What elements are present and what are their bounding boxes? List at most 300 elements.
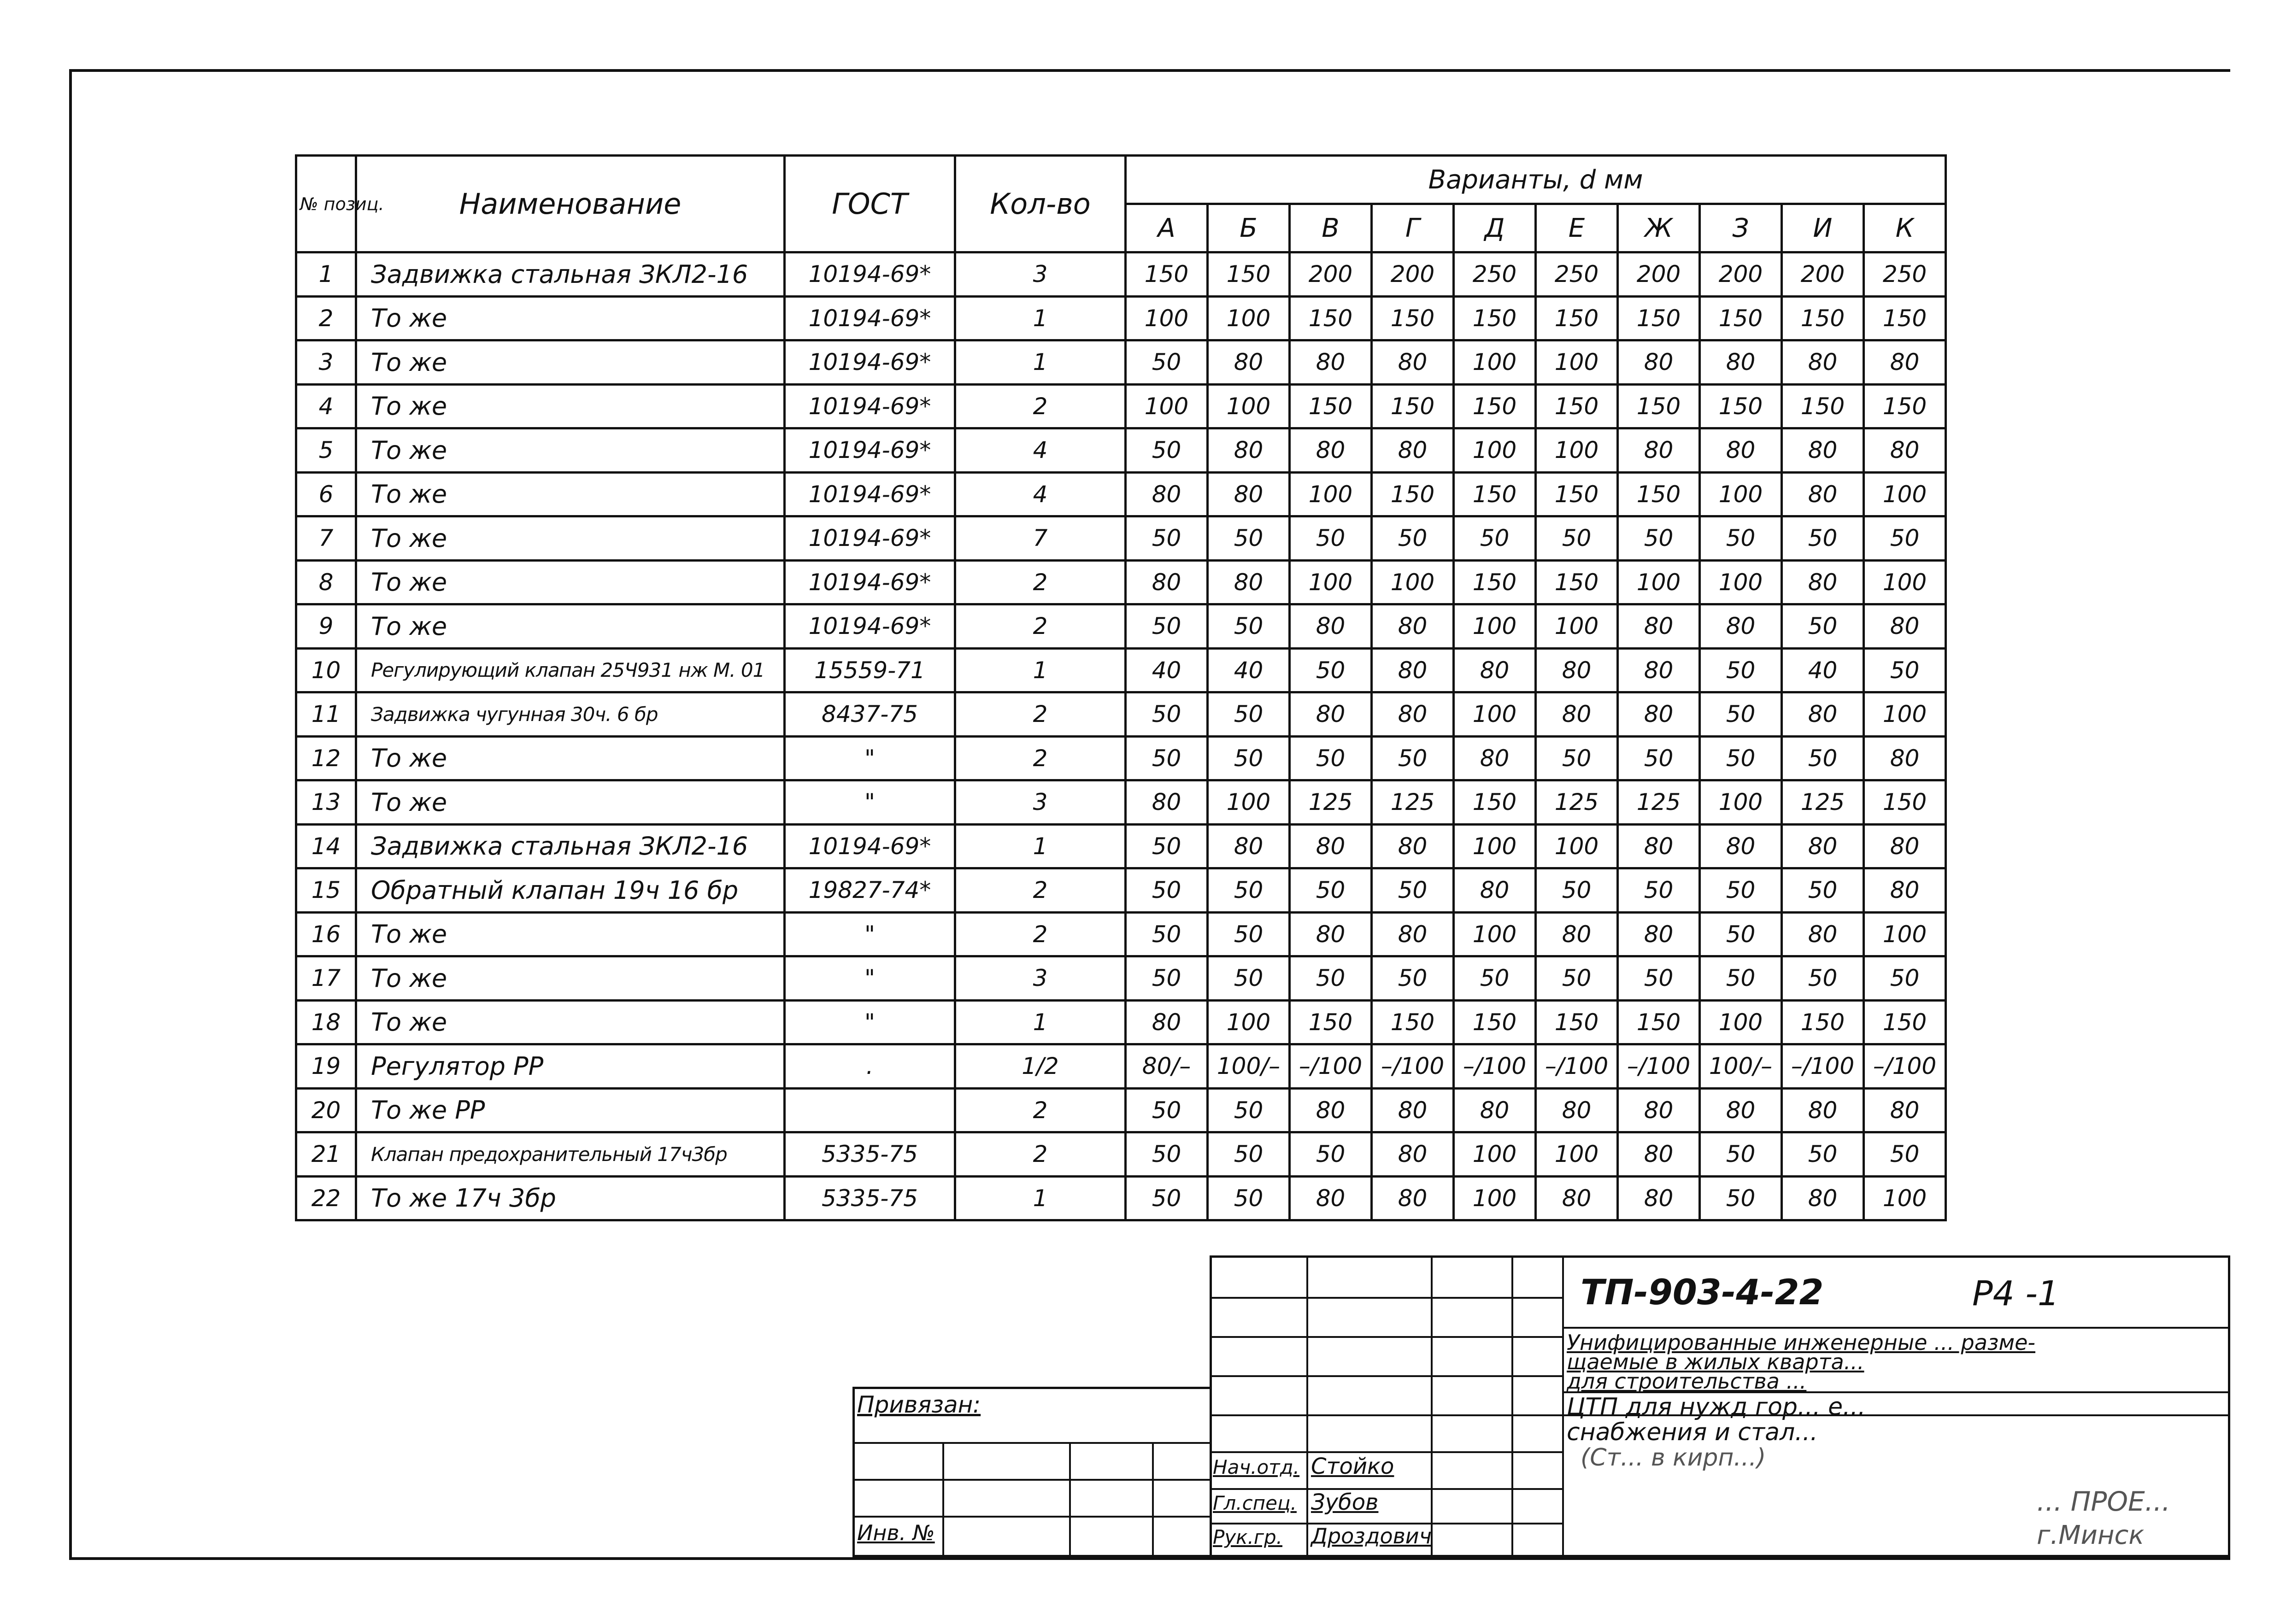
row-quantity: 2 [955, 1132, 1126, 1177]
grid-line [1511, 1255, 1513, 1557]
table-row [296, 604, 1946, 649]
row-gost: 10194-69* [785, 428, 955, 473]
row-variant-value: 80 [1864, 1088, 1946, 1132]
row-variant-value: 100 [1700, 472, 1782, 516]
description-line-1: Унифицированные инженерные ... разме- [1567, 1330, 2036, 1355]
privyazan-label: Привязан: [857, 1391, 981, 1418]
row-variant-value: 50 [1782, 516, 1864, 561]
row-name: Обратный клапан 19ч 16 бр [356, 868, 785, 913]
row-variant-value: 250 [1536, 252, 1618, 297]
row-variant-value: 100 [1208, 296, 1290, 340]
row-variant-value: 80 [1126, 780, 1208, 825]
table-row [296, 1088, 1946, 1132]
row-gost [785, 1088, 955, 1132]
row-gost: 8437-75 [785, 692, 955, 737]
header-variant-10: К [1864, 204, 1946, 252]
row-variant-value: 80 [1290, 1088, 1372, 1132]
description-line-2: щаемые в жилых кварта... [1567, 1349, 1864, 1374]
row-variant-value: –/100 [1618, 1044, 1700, 1089]
role-group-leader: Рук.гр. [1213, 1526, 1282, 1548]
row-quantity: 1 [955, 1176, 1126, 1220]
row-variant-value: 40 [1208, 648, 1290, 692]
row-variant-value: 50 [1126, 736, 1208, 780]
row-variant-value: 100 [1208, 780, 1290, 825]
row-variant-value: 80 [1372, 1132, 1454, 1177]
row-variant-value: 50 [1618, 516, 1700, 561]
row-quantity: 2 [955, 868, 1126, 913]
row-variant-value: 80 [1536, 648, 1618, 692]
row-variant-value: 80 [1782, 1176, 1864, 1220]
row-variant-value: 80 [1208, 824, 1290, 868]
row-variant-value: 100 [1208, 1000, 1290, 1044]
row-variant-value: 50 [1782, 604, 1864, 649]
table-row [296, 1044, 1946, 1089]
row-variant-value: 100 [1864, 1176, 1946, 1220]
row-position: 3 [296, 340, 356, 385]
row-variant-value: 80 [1782, 824, 1864, 868]
row-position: 18 [296, 1000, 356, 1044]
row-variant-value: 80 [1536, 1088, 1618, 1132]
sheet-number: Р4 -1 [1972, 1274, 2060, 1313]
table-row [296, 472, 1946, 516]
row-variant-value: 80 [1208, 472, 1290, 516]
row-variant-value: 150 [1454, 780, 1536, 825]
row-variant-value: 80 [1618, 1088, 1700, 1132]
row-quantity: 1/2 [955, 1044, 1126, 1089]
row-variant-value: 150 [1864, 1000, 1946, 1044]
row-variant-value: 125 [1372, 780, 1454, 825]
row-variant-value: 80 [1536, 912, 1618, 956]
row-variant-value: 80 [1290, 912, 1372, 956]
row-gost: " [785, 780, 955, 825]
row-gost: " [785, 736, 955, 780]
row-variant-value: 100 [1536, 428, 1618, 473]
row-variant-value: 80 [1290, 340, 1372, 385]
header-name: Наименование [356, 156, 785, 252]
header-position: № позиц. [296, 156, 356, 252]
row-position: 2 [296, 296, 356, 340]
header-quantity: Кол-во [955, 156, 1126, 252]
row-variant-value: 100 [1864, 912, 1946, 956]
grid-line [1562, 1255, 1564, 1557]
description-line-3: для строительства ... [1567, 1369, 1807, 1394]
row-variant-value: 80 [1454, 1088, 1536, 1132]
row-variant-value: 50 [1126, 340, 1208, 385]
row-variant-value: 150 [1864, 296, 1946, 340]
row-position: 16 [296, 912, 356, 956]
row-variant-value: 100 [1864, 692, 1946, 737]
header-gost: ГОСТ [785, 156, 955, 252]
row-name: То же [356, 560, 785, 604]
row-variant-value: 80 [1372, 340, 1454, 385]
row-quantity: 1 [955, 296, 1126, 340]
row-variant-value: 50 [1782, 956, 1864, 1001]
row-variant-value: 100 [1454, 1132, 1536, 1177]
grid-line [852, 1516, 1212, 1518]
row-quantity: 2 [955, 604, 1126, 649]
row-variant-value: 80 [1782, 912, 1864, 956]
row-variant-value: 80 [1782, 472, 1864, 516]
row-variant-value: 50 [1126, 604, 1208, 649]
row-variant-value: 50 [1454, 516, 1536, 561]
grid-line [1210, 1297, 1562, 1299]
row-variant-value: 150 [1618, 1000, 1700, 1044]
row-variant-value: 150 [1536, 296, 1618, 340]
name-head-of-department: Стойко [1311, 1454, 1394, 1479]
row-name: То же [356, 1000, 785, 1044]
row-position: 4 [296, 384, 356, 428]
row-variant-value: 50 [1372, 516, 1454, 561]
role-head-of-department: Нач.отд. [1213, 1456, 1300, 1478]
row-variant-value: 150 [1536, 560, 1618, 604]
row-variant-value: 150 [1618, 296, 1700, 340]
row-quantity: 2 [955, 692, 1126, 737]
subject-line-3: (Ст... в кирп...) [1581, 1444, 1766, 1472]
row-variant-value: 80 [1782, 560, 1864, 604]
row-variant-value: 80 [1372, 824, 1454, 868]
row-variant-value: 150 [1454, 1000, 1536, 1044]
row-variant-value: 50 [1208, 1088, 1290, 1132]
row-variant-value: 80 [1700, 1088, 1782, 1132]
table-row [296, 648, 1946, 692]
row-position: 7 [296, 516, 356, 561]
table-row [296, 560, 1946, 604]
row-name: То же [356, 956, 785, 1001]
row-variant-value: 50 [1700, 868, 1782, 913]
row-variant-value: 100 [1454, 692, 1536, 737]
row-variant-value: 50 [1864, 516, 1946, 561]
row-variant-value: 50 [1372, 868, 1454, 913]
table-row [296, 868, 1946, 913]
row-variant-value: 50 [1126, 428, 1208, 473]
row-variant-value: 100 [1536, 340, 1618, 385]
row-variant-value: 100 [1536, 1132, 1618, 1177]
row-gost: 10194-69* [785, 296, 955, 340]
row-variant-value: 50 [1290, 516, 1372, 561]
row-variant-value: 100 [1454, 824, 1536, 868]
row-variant-value: 80 [1618, 604, 1700, 649]
row-position: 9 [296, 604, 356, 649]
header-variant-5: Д [1454, 204, 1536, 252]
row-position: 15 [296, 868, 356, 913]
row-position: 8 [296, 560, 356, 604]
row-gost: 10194-69* [785, 384, 955, 428]
row-quantity: 2 [955, 384, 1126, 428]
row-quantity: 3 [955, 956, 1126, 1001]
row-variant-value: 100 [1700, 1000, 1782, 1044]
row-gost: 5335-75 [785, 1176, 955, 1220]
row-variant-value: 80 [1700, 824, 1782, 868]
row-gost: 10194-69* [785, 824, 955, 868]
name-group-leader: Дроздович [1311, 1524, 1432, 1548]
row-position: 5 [296, 428, 356, 473]
row-variant-value: 80 [1372, 912, 1454, 956]
row-variant-value: –/100 [1372, 1044, 1454, 1089]
row-variant-value: 125 [1536, 780, 1618, 825]
grid-line [1306, 1255, 1308, 1557]
row-gost: 5335-75 [785, 1132, 955, 1177]
row-gost: 15559-71 [785, 648, 955, 692]
row-variant-value: 50 [1290, 868, 1372, 913]
row-variant-value: 80 [1782, 692, 1864, 737]
organization-line-2: г.Минск [2037, 1520, 2145, 1550]
row-variant-value: 50 [1290, 648, 1372, 692]
table-row [296, 956, 1946, 1001]
row-position: 17 [296, 956, 356, 1001]
row-name: Задвижка стальная ЗКЛ2-16 [356, 824, 785, 868]
table-row [296, 1000, 1946, 1044]
row-variant-value: 150 [1372, 1000, 1454, 1044]
row-variant-value: 50 [1782, 868, 1864, 913]
row-variant-value: 80 [1618, 340, 1700, 385]
header-variant-2: Б [1208, 204, 1290, 252]
row-name: То же РР [356, 1088, 785, 1132]
table-row [296, 252, 1946, 297]
specification-table [295, 154, 1947, 1221]
row-variant-value: 80 [1372, 604, 1454, 649]
grid-line [1210, 1336, 1562, 1338]
row-name: То же [356, 604, 785, 649]
table-row [296, 340, 1946, 385]
row-variant-value: 50 [1290, 1132, 1372, 1177]
row-variant-value: 100 [1454, 340, 1536, 385]
row-gost: 10194-69* [785, 340, 955, 385]
row-variant-value: 100 [1208, 384, 1290, 428]
row-variant-value: 150 [1536, 384, 1618, 428]
row-variant-value: 150 [1454, 560, 1536, 604]
row-name: Задвижка чугунная 30ч. 6 бр [356, 692, 785, 737]
header-variants: Варианты, d мм [1126, 156, 1946, 204]
row-variant-value: 100 [1864, 560, 1946, 604]
grid-line [942, 1442, 944, 1557]
subject-line-1: ЦТП для нужд гор... е... [1567, 1393, 1866, 1421]
row-variant-value: 80 [1372, 692, 1454, 737]
row-variant-value: 80 [1372, 428, 1454, 473]
row-variant-value: 50 [1536, 516, 1618, 561]
row-variant-value: 80 [1454, 868, 1536, 913]
name-chief-specialist: Зубов [1311, 1489, 1379, 1515]
row-variant-value: 50 [1126, 868, 1208, 913]
row-variant-value: 40 [1782, 648, 1864, 692]
row-variant-value: 50 [1536, 736, 1618, 780]
row-variant-value: 80 [1290, 604, 1372, 649]
row-variant-value: 50 [1126, 1176, 1208, 1220]
row-variant-value: 50 [1700, 516, 1782, 561]
grid-line [1210, 1488, 1562, 1490]
row-quantity: 1 [955, 824, 1126, 868]
row-variant-value: 50 [1618, 736, 1700, 780]
row-variant-value: 50 [1372, 736, 1454, 780]
row-variant-value: 80 [1700, 340, 1782, 385]
row-quantity: 2 [955, 912, 1126, 956]
row-variant-value: 150 [1126, 252, 1208, 297]
row-variant-value: 150 [1536, 1000, 1618, 1044]
row-variant-value: 50 [1208, 956, 1290, 1001]
row-variant-value: 80 [1454, 736, 1536, 780]
row-variant-value: 80 [1618, 428, 1700, 473]
row-variant-value: 100 [1618, 560, 1700, 604]
row-name: То же [356, 340, 785, 385]
row-variant-value: 50 [1864, 648, 1946, 692]
row-variant-value: 50 [1700, 1176, 1782, 1220]
table-row [296, 428, 1946, 473]
row-variant-value: 100 [1454, 428, 1536, 473]
frame-bottom-border [69, 1557, 2230, 1560]
row-variant-value: 200 [1372, 252, 1454, 297]
row-variant-value: 150 [1700, 384, 1782, 428]
organization-line-1: ... ПРОЕ... [2037, 1486, 2170, 1517]
row-position: 13 [296, 780, 356, 825]
row-variant-value: 50 [1700, 692, 1782, 737]
row-variant-value: 50 [1290, 956, 1372, 1001]
table-row [296, 1176, 1946, 1220]
row-variant-value: 80 [1618, 824, 1700, 868]
row-position: 22 [296, 1176, 356, 1220]
header-variant-3: В [1290, 204, 1372, 252]
row-variant-value: 100 [1372, 560, 1454, 604]
row-variant-value: –/100 [1454, 1044, 1536, 1089]
row-variant-value: 200 [1700, 252, 1782, 297]
row-gost: 10194-69* [785, 472, 955, 516]
row-variant-value: 150 [1372, 384, 1454, 428]
row-variant-value: 150 [1454, 472, 1536, 516]
row-variant-value: 100 [1454, 1176, 1536, 1220]
row-name: То же [356, 296, 785, 340]
row-variant-value: 80 [1864, 604, 1946, 649]
row-quantity: 2 [955, 560, 1126, 604]
row-variant-value: 50 [1864, 1132, 1946, 1177]
row-variant-value: 50 [1536, 956, 1618, 1001]
row-variant-value: 150 [1618, 384, 1700, 428]
row-variant-value: 80 [1208, 560, 1290, 604]
specification-body [296, 252, 1946, 1220]
row-variant-value: 150 [1782, 296, 1864, 340]
table-row [296, 824, 1946, 868]
row-name: Задвижка стальная ЗКЛ2-16 [356, 252, 785, 297]
grid-line [1069, 1442, 1071, 1557]
header-variant-8: З [1700, 204, 1782, 252]
row-position: 10 [296, 648, 356, 692]
row-variant-value: 125 [1782, 780, 1864, 825]
row-variant-value: 200 [1290, 252, 1372, 297]
row-quantity: 4 [955, 472, 1126, 516]
row-variant-value: 50 [1864, 956, 1946, 1001]
row-quantity: 1 [955, 340, 1126, 385]
grid-line [1152, 1442, 1154, 1557]
row-gost: " [785, 912, 955, 956]
row-variant-value: 100 [1536, 604, 1618, 649]
header-variant-9: И [1782, 204, 1864, 252]
row-gost: . [785, 1044, 955, 1089]
row-quantity: 4 [955, 428, 1126, 473]
row-variant-value: 80 [1536, 692, 1618, 737]
table-row [296, 780, 1946, 825]
table-row [296, 1132, 1946, 1177]
row-quantity: 2 [955, 1088, 1126, 1132]
row-variant-value: 80 [1864, 736, 1946, 780]
row-variant-value: 150 [1454, 384, 1536, 428]
row-variant-value: 100/– [1700, 1044, 1782, 1089]
row-variant-value: 50 [1126, 516, 1208, 561]
row-name: То же [356, 472, 785, 516]
row-variant-value: 40 [1126, 648, 1208, 692]
row-quantity: 3 [955, 780, 1126, 825]
grid-line [1210, 1375, 1562, 1377]
row-variant-value: 50 [1290, 736, 1372, 780]
row-variant-value: 80 [1126, 560, 1208, 604]
row-variant-value: 50 [1126, 1132, 1208, 1177]
row-variant-value: 50 [1208, 868, 1290, 913]
row-quantity: 2 [955, 736, 1126, 780]
row-variant-value: 150 [1290, 296, 1372, 340]
row-name: То же [356, 516, 785, 561]
row-variant-value: 80 [1454, 648, 1536, 692]
row-variant-value: 150 [1290, 384, 1372, 428]
row-quantity: 1 [955, 1000, 1126, 1044]
row-variant-value: 100 [1290, 560, 1372, 604]
frame-left-border [69, 69, 72, 1557]
row-variant-value: 50 [1700, 1132, 1782, 1177]
row-name: Регулирующий клапан 25Ч931 нж М. 01 [356, 648, 785, 692]
row-variant-value: 50 [1618, 868, 1700, 913]
row-variant-value: 150 [1372, 296, 1454, 340]
row-variant-value: 50 [1782, 736, 1864, 780]
row-variant-value: 150 [1782, 384, 1864, 428]
row-name: То же [356, 912, 785, 956]
row-name: То же [356, 428, 785, 473]
subject-line-2: снабжения и стал... [1567, 1419, 1818, 1446]
row-variant-value: 50 [1536, 868, 1618, 913]
row-variant-value: 80 [1290, 428, 1372, 473]
row-variant-value: 100 [1700, 560, 1782, 604]
row-variant-value: 80 [1618, 1176, 1700, 1220]
row-quantity: 1 [955, 648, 1126, 692]
row-variant-value: 50 [1700, 648, 1782, 692]
row-variant-value: 150 [1208, 252, 1290, 297]
grid-line [852, 1479, 1212, 1481]
row-variant-value: 50 [1126, 956, 1208, 1001]
row-variant-value: 80 [1700, 604, 1782, 649]
row-variant-value: 50 [1782, 1132, 1864, 1177]
row-variant-value: 80 [1372, 648, 1454, 692]
row-variant-value: 50 [1208, 604, 1290, 649]
row-variant-value: 50 [1208, 516, 1290, 561]
row-variant-value: 80 [1782, 1088, 1864, 1132]
table-row [296, 296, 1946, 340]
row-variant-value: 80 [1618, 1132, 1700, 1177]
row-variant-value: –/100 [1864, 1044, 1946, 1089]
row-position: 6 [296, 472, 356, 516]
row-variant-value: 125 [1618, 780, 1700, 825]
row-variant-value: 50 [1126, 1088, 1208, 1132]
row-variant-value: 250 [1454, 252, 1536, 297]
row-name: Регулятор РР [356, 1044, 785, 1089]
row-variant-value: 50 [1208, 1176, 1290, 1220]
row-variant-value: 100 [1864, 472, 1946, 516]
row-quantity: 3 [955, 252, 1126, 297]
row-variant-value: 80 [1208, 428, 1290, 473]
row-position: 14 [296, 824, 356, 868]
row-variant-value: 80 [1864, 868, 1946, 913]
row-variant-value: 80 [1864, 340, 1946, 385]
table-row [296, 516, 1946, 561]
table-row [296, 736, 1946, 780]
row-position: 21 [296, 1132, 356, 1177]
row-variant-value: 100/– [1208, 1044, 1290, 1089]
row-name: То же [356, 736, 785, 780]
row-name: Клапан предохранительный 17ч3бр [356, 1132, 785, 1177]
row-variant-value: 80/– [1126, 1044, 1208, 1089]
